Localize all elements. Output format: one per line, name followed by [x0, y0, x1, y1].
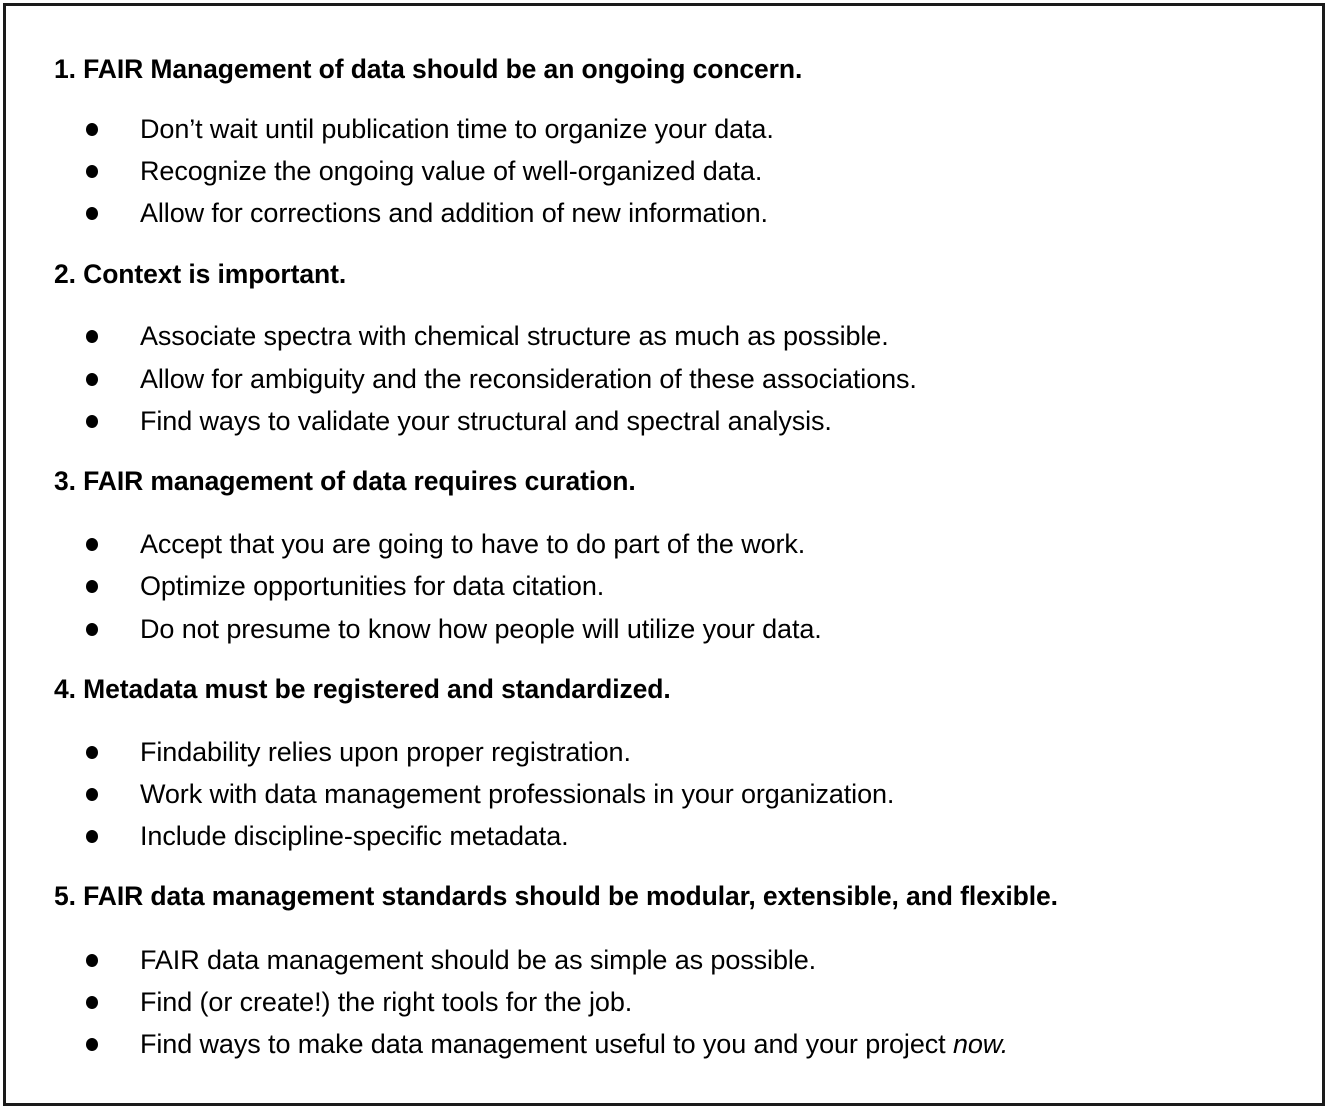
list-item-text: Find (or create!) the right tools for the job. [140, 987, 633, 1017]
bullet-icon [86, 207, 98, 220]
list-item-text: Don’t wait until publication time to organize your data. [140, 114, 774, 144]
list-item-text: Find ways to validate your structural and spectral analysis. [140, 406, 832, 436]
list-item-text [140, 1026, 1008, 1062]
bullet-icon [86, 415, 98, 428]
list-item [6, 734, 1322, 776]
bullet-icon [86, 330, 98, 343]
section-heading: 2. Context is important. [54, 259, 347, 289]
list-item [6, 318, 1322, 360]
section-heading: 3. FAIR management of data requires curation. [54, 466, 636, 496]
bullet-icon [86, 623, 98, 636]
list-item-text: Allow for corrections and addition of new information. [140, 198, 768, 228]
list-item [6, 942, 1322, 984]
section-heading: 5. FAIR data management standards should be modular, extensible, and flexible. [54, 881, 1058, 911]
list-item-text: Optimize opportunities for data citation. [140, 571, 605, 601]
list-item [6, 776, 1322, 818]
bullet-icon [86, 123, 98, 136]
list-item-text: FAIR data management should be as simple as possible. [140, 945, 817, 975]
section-heading: 4. Metadata must be registered and standardized. [54, 674, 671, 704]
bullet-icon [86, 954, 98, 967]
bullet-icon [86, 788, 98, 801]
list-item [6, 403, 1322, 445]
list-item [6, 818, 1322, 860]
list-item-text-main: Find ways to make data management useful to you and your project [140, 1029, 953, 1059]
emphasis-text: now. [952, 1029, 1009, 1059]
list-item-text: Work with data management professionals in your organization. [140, 779, 895, 809]
list-item-text: Accept that you are going to have to do part of the work. [140, 529, 806, 559]
list-item [6, 611, 1322, 653]
bullet-icon [86, 996, 98, 1009]
bullet-icon [86, 830, 98, 843]
bullet-icon [86, 580, 98, 593]
list-item [6, 361, 1322, 403]
bullet-icon [86, 165, 98, 178]
bullet-icon [86, 373, 98, 386]
list-item [6, 195, 1322, 237]
list-item-text: Recognize the ongoing value of well-organized data. [140, 156, 763, 186]
list-item [6, 984, 1322, 1026]
list-item [6, 1026, 1322, 1068]
bullet-icon [86, 538, 98, 551]
list-item-text: Include discipline-specific metadata. [140, 821, 569, 851]
list-item [6, 526, 1322, 568]
list-item-text: Findability relies upon proper registration. [140, 737, 631, 767]
bullet-icon [86, 746, 98, 759]
list-item [6, 111, 1322, 153]
section-heading: 1. FAIR Management of data should be an ongoing concern. [54, 54, 803, 84]
list-item [6, 153, 1322, 195]
list-item-text: Do not presume to know how people will utilize your data. [140, 614, 822, 644]
document-frame [3, 3, 1325, 1106]
list-item-text: Associate spectra with chemical structure as much as possible. [140, 321, 889, 351]
list-item-text: Allow for ambiguity and the reconsideration of these associations. [140, 364, 917, 394]
bullet-icon [86, 1038, 98, 1051]
list-item [6, 568, 1322, 610]
